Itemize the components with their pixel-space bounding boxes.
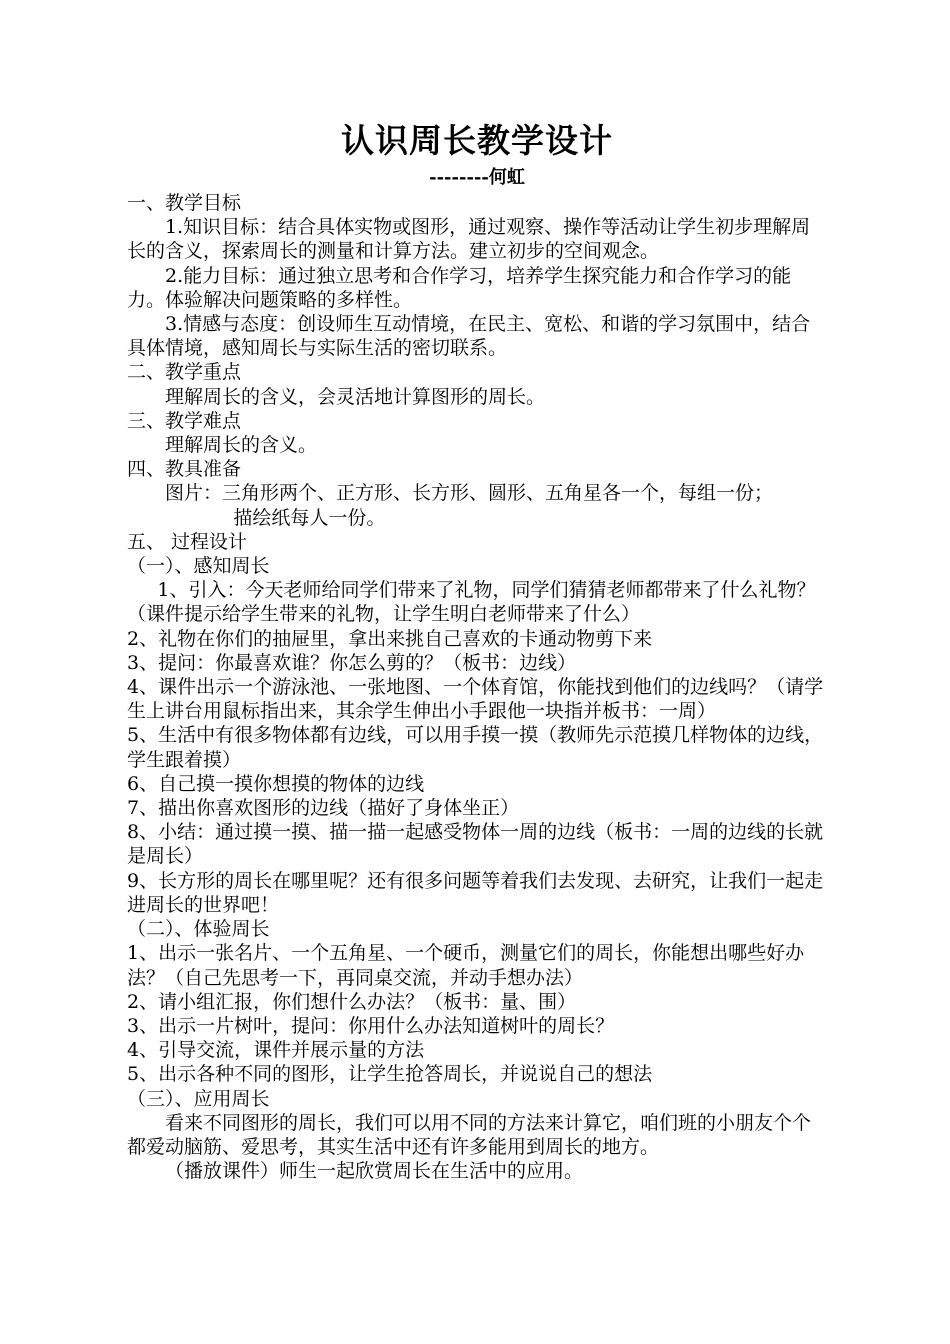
paragraph: 7、描出你喜欢图形的边线（描好了身体坐正） <box>127 797 520 820</box>
paragraph: （一）、感知周长 <box>127 555 270 578</box>
paragraph: 5、生活中有很多物体都有边线，可以用手摸一摸（教师先示范摸几样物体的边线，学生跟着摸） <box>127 724 824 771</box>
paragraph: 2、礼物在你们的抽屉里，拿出来挑自己喜欢的卡通动物剪下来 <box>127 627 653 650</box>
paragraph: 1、引入：今天老师给同学们带来了礼物，同学们猜猜老师都带来了什么礼物？（课件提示给学生带来的礼物，让学生明白老师带来了什么） <box>127 579 816 626</box>
paragraph: 五、 过程设计 <box>127 530 248 553</box>
paragraph: 5、出示各种不同的图形，让学生抢答周长，并说说自己的想法 <box>127 1063 653 1086</box>
paragraph: 3、提问：你最喜欢谁？你怎么剪的？（板书：边线） <box>127 651 577 674</box>
paragraph: （三）、应用周长 <box>127 1087 270 1110</box>
paragraph: 8、小结：通过摸一摸、描一描一起感受物体一周的边线（板书：一周的边线的长就是周长） <box>127 821 824 868</box>
paragraph: 3、出示一片树叶，提问：你用什么办法知道树叶的周长？ <box>127 1014 615 1037</box>
document-author: --------何虹 <box>429 167 525 188</box>
paragraph: （二）、体验周长 <box>127 918 270 941</box>
document-body <box>127 191 827 1183</box>
paragraph: 6、自己摸一摸你想摸的物体的边线 <box>127 772 425 795</box>
paragraph: 四、教具准备 <box>127 458 242 481</box>
paragraph: 描绘纸每人一份。 <box>233 506 386 529</box>
document-title: 认识周长教学设计 <box>341 121 613 160</box>
paragraph: 一、教学目标 <box>127 192 242 214</box>
paragraph: 2.能力目标：通过独立思考和合作学习，培养学生探究能力和合作学习的能力。体验解决问题策略的多样性。 <box>127 264 792 311</box>
paragraph: 三、教学难点 <box>127 409 242 432</box>
paragraph: 3.情感与态度：创设师生互动情境，在民主、宽松、和谐的学习氛围中，结合具体情境，感知周长与实际生活的密切联系。 <box>127 313 811 360</box>
paragraph: 1、出示一张名片、一个五角星、一个硬币，测量它们的周长，你能想出哪些好办法？（自己先思考一下，再同桌交流，并动手想办法） <box>127 942 805 989</box>
document-page <box>127 118 827 1183</box>
paragraph: 二、教学重点 <box>127 361 242 384</box>
paragraph: 理解周长的含义，会灵活地计算图形的周长。 <box>165 385 546 408</box>
paragraph: 1.知识目标：结合具体实物或图形，通过观察、操作等活动让学生初步理解周长的含义，探索周长的测量和计算方法。建立初步的空间观念。 <box>127 216 811 263</box>
paragraph: （播放课件）师生一起欣赏周长在生活中的应用。 <box>165 1160 584 1183</box>
paragraph: 看来不同图形的周长，我们可以用不同的方法来计算它，咱们班的小朋友个个都爱动脑筋、爱思考，其实生活中还有许多能用到周长的地方。 <box>127 1111 812 1158</box>
paragraph: 图片：三角形两个、正方形、长方形、圆形、五角星各一个，每组一份； <box>165 482 774 505</box>
paragraph: 4、引导交流，课件并展示量的方法 <box>127 1039 425 1062</box>
paragraph: 理解周长的含义。 <box>165 434 318 457</box>
paragraph: 2、请小组汇报，你们想什么办法？（板书：量、围） <box>127 990 577 1013</box>
paragraph: 4、课件出示一个游泳池、一张地图、一个体育馆，你能找到他们的边线吗？（请学生上讲台用鼠标指出来，其余学生伸出小手跟他一块指并板书：一周） <box>127 676 824 723</box>
paragraph: 9、长方形的周长在哪里呢？还有很多问题等着我们去发现、去研究，让我们一起走进周长的世界吧！ <box>127 869 824 916</box>
